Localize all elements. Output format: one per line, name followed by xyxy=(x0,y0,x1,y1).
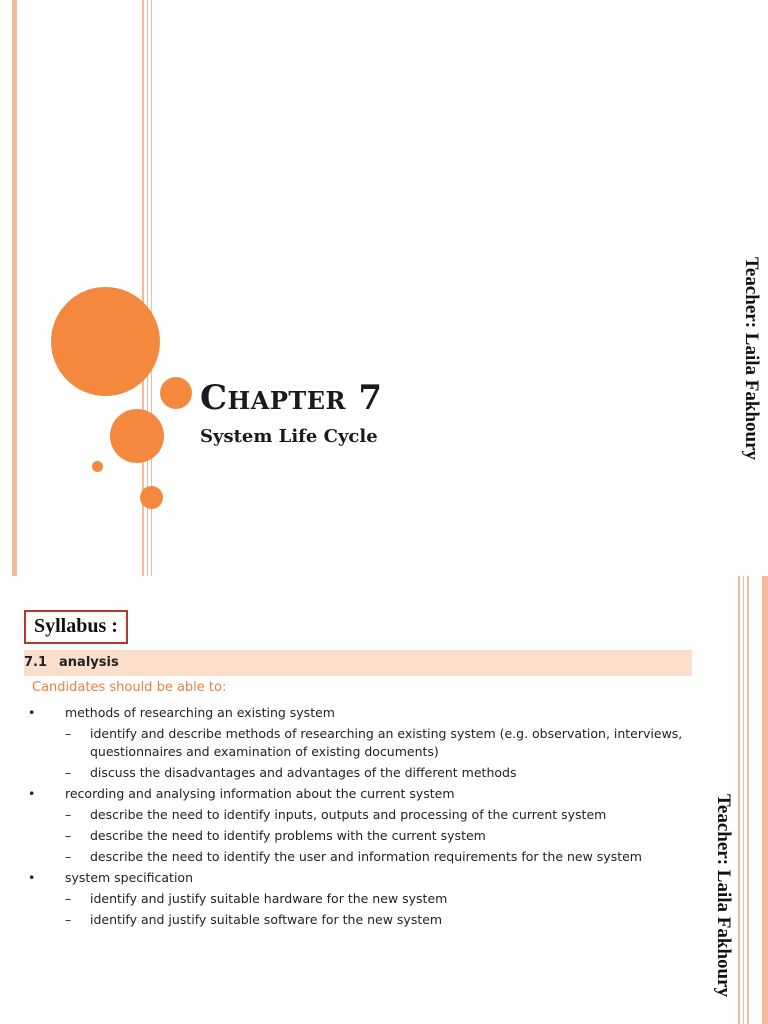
section-number: 7.1 xyxy=(24,655,48,670)
decor-stripe xyxy=(747,576,749,1024)
list-item xyxy=(28,785,696,803)
list-item xyxy=(28,704,696,722)
list-item-text: system specification xyxy=(65,870,193,885)
sub-item-text: identify and describe methods of researching an existing system (e.g. observation, interviews, questionnaires and examination of existing documents) xyxy=(90,726,683,759)
sub-list-item xyxy=(28,827,696,845)
section-header xyxy=(24,650,692,676)
list-item-text: recording and analysing information about the current system xyxy=(65,786,455,801)
sub-item-text: describe the need to identify inputs, outputs and processing of the current system xyxy=(90,807,607,822)
sub-list-item xyxy=(28,764,696,782)
sub-item-text: identify and justify suitable software for the new system xyxy=(90,912,443,927)
sub-list-item xyxy=(28,848,696,866)
list-item-text: methods of researching an existing system xyxy=(65,705,335,720)
chapter-subtitle: System Life Cycle xyxy=(200,426,378,447)
decor-stripe xyxy=(743,576,744,1024)
list-item xyxy=(28,869,696,887)
chapter-title: Chapter 7 xyxy=(200,378,383,418)
sub-list-item xyxy=(28,911,696,929)
sub-list-item xyxy=(28,725,696,761)
bullet-icon: • xyxy=(28,705,36,720)
decor-stripe xyxy=(738,576,740,1024)
bullet-icon: • xyxy=(28,786,36,801)
sub-item-text: describe the need to identify problems with the current system xyxy=(90,828,486,843)
syllabus-slide xyxy=(0,576,768,1024)
decor-circle xyxy=(160,377,192,409)
section-title: analysis xyxy=(59,655,119,670)
decor-circle xyxy=(92,461,103,472)
decor-circle xyxy=(51,287,160,396)
decor-stripe xyxy=(12,0,17,576)
sub-item-text: discuss the disadvantages and advantages of the different methods xyxy=(90,765,517,780)
teacher-credit: Teacher: Laila Fakhoury xyxy=(713,794,734,998)
decor-circle xyxy=(110,409,164,463)
syllabus-list xyxy=(28,704,696,932)
dash-icon: – xyxy=(65,765,72,780)
sub-item-text: identify and justify suitable hardware for the new system xyxy=(90,891,448,906)
sub-item-text: describe the need to identify the user and information requirements for the new system xyxy=(90,849,642,864)
sub-list-item xyxy=(28,806,696,824)
intro-text: Candidates should be able to: xyxy=(32,680,227,695)
bullet-icon: • xyxy=(28,870,36,885)
teacher-credit: Teacher: Laila Fakhoury xyxy=(741,257,762,461)
dash-icon: – xyxy=(65,807,72,822)
dash-icon: – xyxy=(65,726,72,741)
dash-icon: – xyxy=(65,912,72,927)
dash-icon: – xyxy=(65,891,72,906)
sub-list-item xyxy=(28,890,696,908)
decor-stripe xyxy=(762,576,768,1024)
dash-icon: – xyxy=(65,849,72,864)
decor-circle xyxy=(140,486,163,509)
syllabus-label: Syllabus : xyxy=(24,610,128,644)
dash-icon: – xyxy=(65,828,72,843)
